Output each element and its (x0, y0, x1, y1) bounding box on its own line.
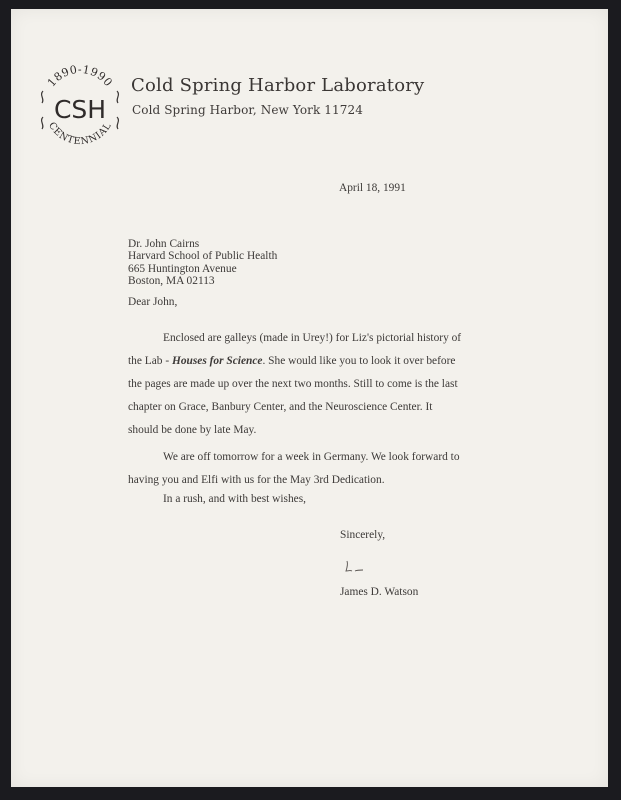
body-text: . She would like you to look it over before (262, 355, 456, 367)
svg-text:CENTENNIAL (46, 120, 114, 147)
body-line: Enclosed are galleys (made in Urey!) for Liz's pictorial history of (163, 332, 462, 344)
body-line: the pages are made up over the next two months. Still to come is the last (128, 378, 458, 390)
signer-name: James D. Watson (340, 586, 419, 598)
salutation: Dear John, (128, 296, 178, 308)
book-title: Houses for Science (171, 355, 263, 367)
sign-off: Sincerely, (340, 529, 386, 541)
body-text: the Lab - (128, 355, 172, 367)
seal-centennial-text: CENTENNIAL (45, 120, 115, 148)
closing-line: In a rush, and with best wishes, (163, 493, 306, 505)
body-line: We are off tomorrow for a week in Germany. We look forward to (163, 451, 460, 463)
svg-text:1890-1990 (45, 63, 115, 89)
recipient-block (128, 238, 277, 287)
letter-page (11, 9, 608, 787)
centennial-seal-graphic (33, 59, 127, 153)
recipient-line: 665 Huntington Avenue (128, 262, 237, 275)
recipient-line: Harvard School of Public Health (128, 250, 278, 263)
recipient-line: Dr. John Cairns (128, 238, 200, 250)
letter-date: April 18, 1991 (339, 182, 406, 194)
centennial-seal (33, 59, 127, 153)
body-paragraph-2 (128, 446, 460, 492)
body-line: having you and Elfi with us for the May 3rd Dedication. (128, 474, 385, 486)
seal-initials: CSH (53, 95, 107, 124)
body-paragraph-1 (128, 327, 498, 442)
institution-name: Cold Spring Harbor Laboratory (131, 75, 425, 96)
body-line: chapter on Grace, Banbury Center, and the Neuroscience Center. It (128, 401, 433, 413)
handwritten-signature (341, 559, 365, 575)
body-line: should be done by late May. (128, 424, 257, 436)
body-line (128, 350, 498, 373)
institution-address: Cold Spring Harbor, New York 11724 (132, 103, 363, 117)
seal-years-text: 1890-1990 (44, 63, 116, 90)
recipient-line: Boston, MA 02113 (128, 274, 215, 287)
